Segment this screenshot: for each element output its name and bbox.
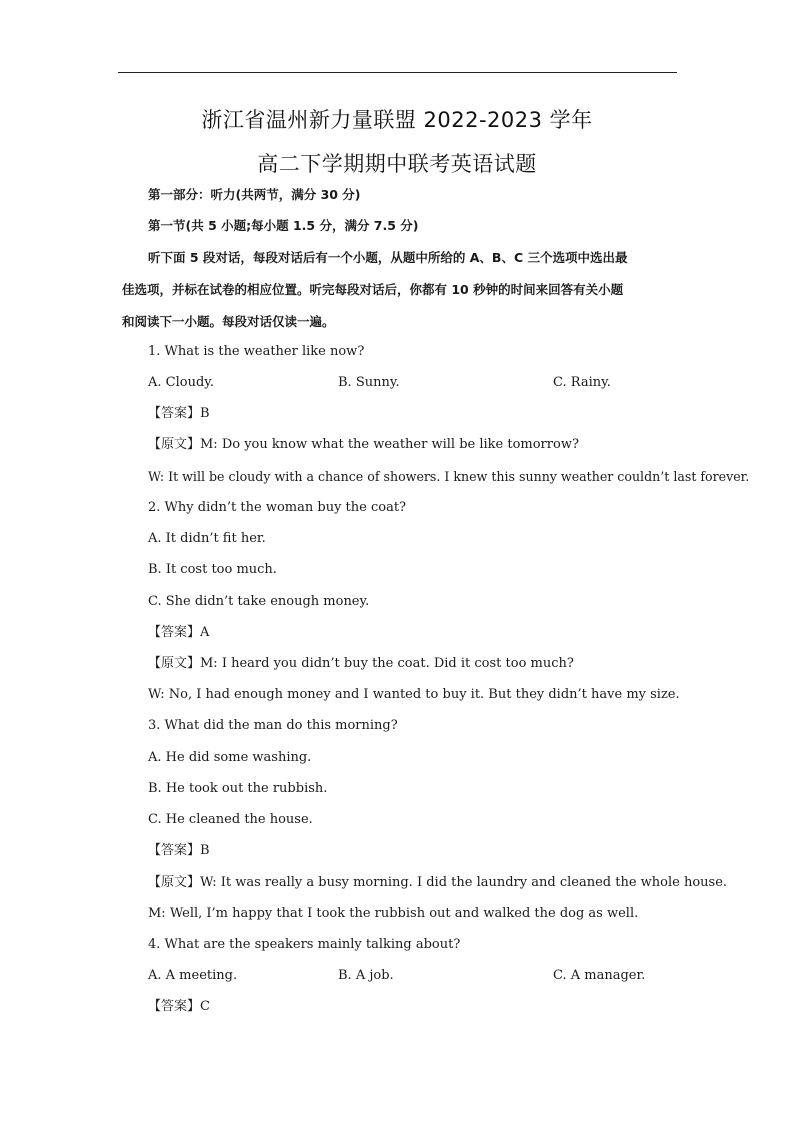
question-1-option-b: B. Sunny. (338, 375, 400, 390)
question-2-answer: 【答案】A (148, 625, 210, 640)
question-1-script-1: 【原文】M: Do you know what the weather will be like tomorrow? (148, 437, 579, 452)
question-1-stem: 1. What is the weather like now? (148, 344, 365, 359)
subsection-heading: 第一节(共 5 小题;每小题 1.5 分，满分 7.5 分) (148, 218, 419, 233)
question-1-answer: 【答案】B (148, 406, 210, 421)
question-3-option-b: B. He took out the rubbish. (148, 781, 328, 796)
question-3-script-1: 【原文】W: It was really a busy morning. I did the laundry and cleaned the whole house. (148, 875, 728, 890)
question-4-answer: 【答案】C (148, 999, 210, 1014)
instruction-line-3: 和阅读下一小题。每段对话仅读一遍。 (122, 314, 335, 329)
question-2-stem: 2. Why didn’t the woman buy the coat? (148, 500, 407, 515)
question-3-answer: 【答案】B (148, 843, 210, 858)
document-title: 浙江省温州新力量联盟 2022-2023 学年 (201, 108, 593, 132)
question-4-stem: 4. What are the speakers mainly talking about? (148, 937, 461, 952)
question-2-option-c: C. She didn’t take enough money. (148, 594, 370, 609)
question-1-option-c: C. Rainy. (553, 375, 611, 390)
question-4-option-a: A. A meeting. (148, 968, 238, 983)
instruction-line-2: 佳选项，并标在试卷的相应位置。听完每段对话后，你都有 10 秒钟的时间来回答有关小题 (122, 282, 624, 297)
header-rule (118, 72, 677, 73)
question-4-option-b: B. A job. (338, 968, 394, 983)
instruction-line-1: 听下面 5 段对话，每段对话后有一个小题，从题中所给的 A、B、C 三个选项中选出最 (148, 250, 628, 265)
question-1-script-2: W: It will be cloudy with a chance of showers. I knew this sunny weather couldn’t last forever. (148, 469, 750, 484)
question-2-option-a: A. It didn’t fit her. (148, 531, 266, 546)
question-4-option-c: C. A manager. (553, 968, 646, 983)
question-2-script-2: W: No, I had enough money and I wanted to buy it. But they didn’t have my size. (148, 687, 680, 702)
part-heading: 第一部分：听力(共两节，满分 30 分) (148, 187, 361, 202)
question-3-option-c: C. He cleaned the house. (148, 812, 313, 827)
question-1-option-a: A. Cloudy. (148, 375, 215, 390)
document-subtitle: 高二下学期期中联考英语试题 (257, 152, 537, 176)
question-2-script-1: 【原文】M: I heard you didn’t buy the coat. Did it cost too much? (148, 656, 574, 671)
question-3-option-a: A. He did some washing. (148, 750, 312, 765)
question-3-script-2: M: Well, I’m happy that I took the rubbish out and walked the dog as well. (148, 906, 639, 921)
question-2-option-b: B. It cost too much. (148, 562, 277, 577)
question-3-stem: 3. What did the man do this morning? (148, 718, 398, 733)
